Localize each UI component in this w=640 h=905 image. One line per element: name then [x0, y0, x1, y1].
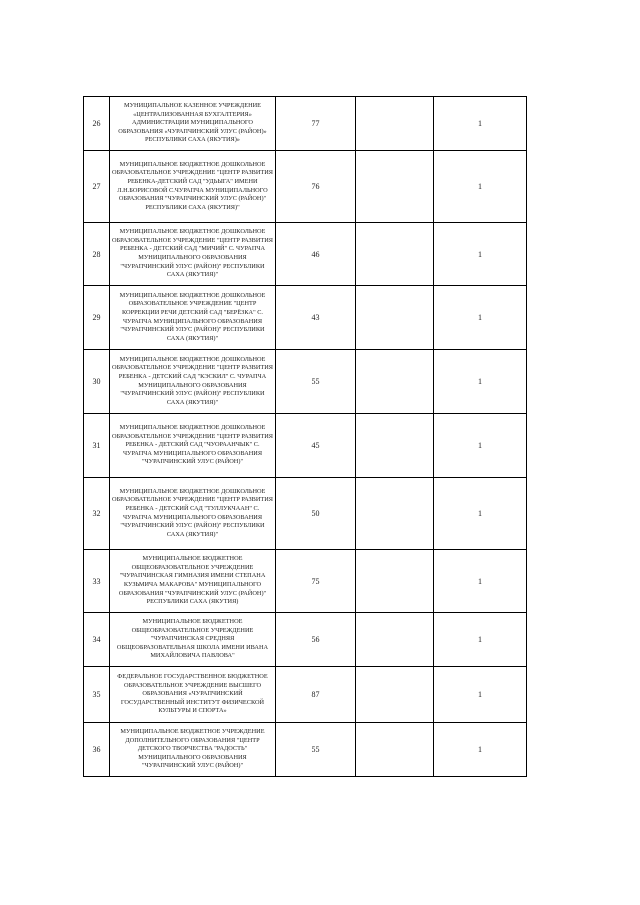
empty-cell [356, 667, 434, 723]
count-cell: 1 [434, 414, 527, 478]
row-number: 30 [84, 350, 110, 414]
empty-cell [356, 613, 434, 667]
table-row [84, 151, 527, 223]
value-cell: 55 [276, 723, 356, 777]
organization-name: ФЕДЕРАЛЬНОЕ ГОСУДАРСТВЕННОЕ БЮДЖЕТНОЕ ОБРАЗОВАТЕЛЬНОЕ УЧРЕЖДЕНИЕ ВЫСШЕГО ОБРАЗОВАНИЯ «ЧУРАПЧИНСКИЙ ГОСУДАРСТВЕННЫЙ ИНСТИТУТ ФИЗИЧЕСКОЙ КУЛЬТУРЫ И СПОРТА» [110, 667, 276, 723]
value-cell: 50 [276, 478, 356, 550]
organization-name: МУНИЦИПАЛЬНОЕ БЮДЖЕТНОЕ ДОШКОЛЬНОЕ ОБРАЗОВАТЕЛЬНОЕ УЧРЕЖДЕНИЕ "ЦЕНТР РАЗВИТИЯ РЕБЕНКА - ДЕТСКИЙ САД "КЭСКИЛ" С. ЧУРАПЧА МУНИЦИПАЛЬНОГО ОБРАЗОВАНИЯ "ЧУРАПЧИНСКИЙ УЛУС (РАЙОН)" РЕСПУБЛИКИ САХА (ЯКУТИЯ)" [110, 350, 276, 414]
row-number: 29 [84, 286, 110, 350]
count-cell: 1 [434, 667, 527, 723]
table-row [84, 350, 527, 414]
organization-name: МУНИЦИПАЛЬНОЕ БЮДЖЕТНОЕ ДОШКОЛЬНОЕ ОБРАЗОВАТЕЛЬНОЕ УЧРЕЖДЕНИЕ "ЦЕНТР РАЗВИТИЯ РЕБЕНКА - ДЕТСКИЙ САД "ЧУОРААНЧЫК" С. ЧУРАПЧА МУНИЦИПАЛЬНОГО ОБРАЗОВАНИЯ "ЧУРАПЧИНСКИЙ УЛУС (РАЙОН)" [110, 414, 276, 478]
count-cell: 1 [434, 223, 527, 286]
table-row [84, 97, 527, 151]
table-row [84, 223, 527, 286]
value-cell: 46 [276, 223, 356, 286]
count-cell: 1 [434, 350, 527, 414]
organization-name: МУНИЦИПАЛЬНОЕ БЮДЖЕТНОЕ ДОШКОЛЬНОЕ ОБРАЗОВАТЕЛЬНОЕ УЧРЕЖДЕНИЕ "ЦЕНТР КОРРЕКЦИИ РЕЧИ ДЕТСКИЙ САД "БЕРЁЗКА" С. ЧУРАПЧА МУНИЦИПАЛЬНОГО ОБРАЗОВАНИЯ "ЧУРАПЧИНСКИЙ УЛУС (РАЙОН)" РЕСПУБЛИКИ САХА (ЯКУТИЯ)" [110, 286, 276, 350]
value-cell: 55 [276, 350, 356, 414]
value-cell: 77 [276, 97, 356, 151]
empty-cell [356, 414, 434, 478]
organizations-table [83, 96, 527, 777]
organization-name: МУНИЦИПАЛЬНОЕ БЮДЖЕТНОЕ ОБЩЕОБРАЗОВАТЕЛЬНОЕ УЧРЕЖДЕНИЕ "ЧУРАПЧИНСКАЯ СРЕДНЯЯ ОБЩЕОБРАЗОВАТЕЛЬНАЯ ШКОЛА ИМЕНИ ИВАНА МИХАЙЛОВИЧА ПАВЛОВА" [110, 613, 276, 667]
count-cell: 1 [434, 151, 527, 223]
count-cell: 1 [434, 286, 527, 350]
table-body [84, 97, 527, 777]
table-row [84, 414, 527, 478]
row-number: 31 [84, 414, 110, 478]
row-number: 33 [84, 550, 110, 613]
empty-cell [356, 478, 434, 550]
empty-cell [356, 723, 434, 777]
row-number: 32 [84, 478, 110, 550]
organization-name: МУНИЦИПАЛЬНОЕ БЮДЖЕТНОЕ ДОШКОЛЬНОЕ ОБРАЗОВАТЕЛЬНОЕ УЧРЕЖДЕНИЕ "ЦЕНТР РАЗВИТИЯ РЕБЕНКА-ДЕТСКИЙ САД "УДЬЫГА" ИМЕНИ Л.Н.БОРИСОВОЙ С.ЧУРАПЧА МУНИЦИПАЛЬНОГО ОБРАЗОВАНИЯ "ЧУРАПЧИНСКИЙ УЛУС (РАЙОН)" РЕСПУБЛИКИ САХА (ЯКУТИЯ)" [110, 151, 276, 223]
empty-cell [356, 223, 434, 286]
value-cell: 75 [276, 550, 356, 613]
organization-name: МУНИЦИПАЛЬНОЕ БЮДЖЕТНОЕ ДОШКОЛЬНОЕ ОБРАЗОВАТЕЛЬНОЕ УЧРЕЖДЕНИЕ "ЦЕНТР РАЗВИТИЯ РЕБЕНКА - ДЕТСКИЙ САД "ТУЛЛУКЧААН" С. ЧУРАПЧА МУНИЦИПАЛЬНОГО ОБРАЗОВАНИЯ "ЧУРАПЧИНСКИЙ УЛУС (РАЙОН)" РЕСПУБЛИКИ САХА (ЯКУТИЯ)" [110, 478, 276, 550]
row-number: 26 [84, 97, 110, 151]
table-row [84, 478, 527, 550]
value-cell: 56 [276, 613, 356, 667]
row-number: 34 [84, 613, 110, 667]
value-cell: 76 [276, 151, 356, 223]
count-cell: 1 [434, 723, 527, 777]
count-cell: 1 [434, 97, 527, 151]
table-row [84, 723, 527, 777]
count-cell: 1 [434, 478, 527, 550]
table-row [84, 667, 527, 723]
empty-cell [356, 286, 434, 350]
value-cell: 45 [276, 414, 356, 478]
table-row [84, 286, 527, 350]
count-cell: 1 [434, 550, 527, 613]
organization-name: МУНИЦИПАЛЬНОЕ БЮДЖЕТНОЕ ДОШКОЛЬНОЕ ОБРАЗОВАТЕЛЬНОЕ УЧРЕЖДЕНИЕ "ЦЕНТР РАЗВИТИЯ РЕБЕНКА - ДЕТСКИЙ САД "МИЧИЙ" С. ЧУРАПЧА МУНИЦИПАЛЬНОГО ОБРАЗОВАНИЯ "ЧУРАПЧИНСКИЙ УЛУС (РАЙОН)" РЕСПУБЛИКИ САХА (ЯКУТИЯ)" [110, 223, 276, 286]
organization-name: МУНИЦИПАЛЬНОЕ КАЗЕННОЕ УЧРЕЖДЕНИЕ «ЦЕНТРАЛИЗОВАННАЯ БУХГАЛТЕРИЯ» АДМИНИСТРАЦИИ МУНИЦИПАЛЬНОГО ОБРАЗОВАНИЯ «ЧУРАПЧИНСКИЙ УЛУС (РАЙОН)» РЕСПУБЛИКИ САХА (ЯКУТИЯ)» [110, 97, 276, 151]
row-number: 28 [84, 223, 110, 286]
value-cell: 43 [276, 286, 356, 350]
organization-name: МУНИЦИПАЛЬНОЕ БЮДЖЕТНОЕ УЧРЕЖДЕНИЕ ДОПОЛНИТЕЛЬНОГО ОБРАЗОВАНИЯ "ЦЕНТР ДЕТСКОГО ТВОРЧЕСТВА "РАДОСТЬ" МУНИЦИПАЛЬНОГО ОБРАЗОВАНИЯ "ЧУРАПЧИНСКИЙ УЛУС (РАЙОН)" [110, 723, 276, 777]
value-cell: 87 [276, 667, 356, 723]
row-number: 27 [84, 151, 110, 223]
empty-cell [356, 550, 434, 613]
row-number: 36 [84, 723, 110, 777]
table-row [84, 613, 527, 667]
empty-cell [356, 97, 434, 151]
empty-cell [356, 350, 434, 414]
table-row [84, 550, 527, 613]
organization-name: МУНИЦИПАЛЬНОЕ БЮДЖЕТНОЕ ОБЩЕОБРАЗОВАТЕЛЬНОЕ УЧРЕЖДЕНИЕ "ЧУРАПЧИНСКАЯ ГИМНАЗИЯ ИМЕНИ СТЕПАНА КУЗЬМИЧА МАКАРОВА" МУНИЦИПАЛЬНОГО ОБРАЗОВАНИЯ "ЧУРАПЧИНСКИЙ УЛУС (РАЙОН)" РЕСПУБЛИКИ САХА (ЯКУТИЯ) [110, 550, 276, 613]
empty-cell [356, 151, 434, 223]
count-cell: 1 [434, 613, 527, 667]
row-number: 35 [84, 667, 110, 723]
